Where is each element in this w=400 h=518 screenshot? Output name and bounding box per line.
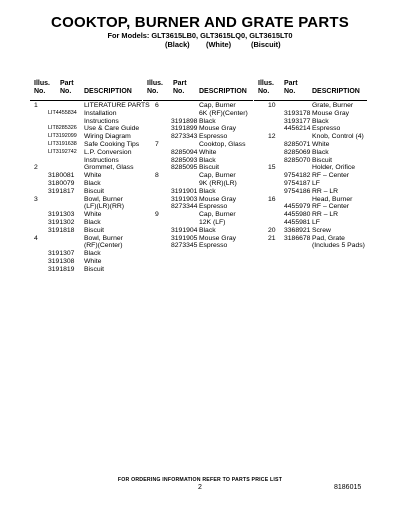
table-row [143,203,253,211]
part-number: 8285070 [284,156,311,164]
table-row [254,133,367,141]
part-description: Cap, Burner [199,102,236,109]
table-row [143,180,253,188]
part-description: Black [199,226,216,234]
table-row [143,227,253,235]
part-description: Head, Burner [312,195,353,203]
part-description: Mouse Gray [199,234,237,242]
part-description: (RF)(Center) [84,242,123,250]
part-description: LITERATURE PARTS [84,102,150,109]
part-number: 9754182 [284,172,311,180]
table-row [143,157,253,165]
parts-rows [143,102,253,250]
part-description: Mouse Gray [312,109,350,117]
illus-number: 16 [268,195,276,203]
color-legend [0,40,400,50]
part-description: Black [84,179,101,187]
description-header: DESCRIPTION [199,88,247,95]
part-number: LIT3192742 [48,148,77,155]
part-description: Pad, Grate [312,234,345,242]
illus-number: 1 [34,102,38,109]
table-row [254,180,367,188]
table-row [30,164,142,172]
table-row [30,235,142,243]
illus-number: 10 [268,102,276,109]
part-description: Biscuit [84,187,105,195]
table-row [254,242,367,250]
part-description: RR – LR [312,211,339,219]
part-header: Part No. [173,80,187,95]
document-number: 8186015 [334,484,362,491]
table-row [143,242,253,250]
table-row [143,188,253,196]
part-number: 4456214 [284,125,311,133]
part-description: Espresso [199,242,228,250]
table-row [143,164,253,172]
part-number: LIT8285326 [48,125,77,132]
table-row [30,227,142,235]
part-number: 8273343 [171,133,198,141]
table-row [30,172,142,180]
part-description: Grommet, Glass [84,164,134,172]
part-description: LF [312,179,320,187]
part-number: 8285093 [171,156,198,164]
part-number: 9754187 [284,179,311,187]
part-number: LIT3192099 [48,133,77,140]
illus-number: 9 [155,211,159,219]
part-number: 3191307 [48,250,75,258]
part-number: 3180079 [48,179,75,187]
part-description: Cooktop, Glass [199,140,246,148]
table-row [30,133,142,141]
color-biscuit: (Biscuit) [251,40,281,49]
part-number: 4455979 [284,203,311,211]
table-row [30,196,142,204]
table-row [254,203,367,211]
part-number: 8273345 [171,242,198,250]
table-row [254,110,367,118]
part-number: 8285071 [284,140,311,148]
part-description: L.P. Conversion [84,148,132,156]
part-description: Black [84,250,101,258]
part-description: Installation [84,109,117,117]
table-row [143,110,253,118]
part-description: RF – Center [312,172,350,180]
table-row [30,118,142,126]
page-title: COOKTOP, BURNER AND GRATE PARTS [51,14,349,31]
table-row [30,203,142,211]
part-number: 3193178 [284,109,311,117]
model-list: For Models: GLT3615LB0, GLT3615LQ0, GLT3615LT0 [107,31,293,40]
part-description: Holder, Orifice [312,164,356,172]
part-description: Bowl, Burner [84,195,123,203]
part-number: 3191899 [171,125,198,133]
table-row [143,172,253,180]
part-description: Mouse Gray [199,195,237,203]
part-number: 3180081 [48,172,75,180]
description-header: DESCRIPTION [84,88,132,95]
part-description: Biscuit [199,164,220,172]
part-number: 8285094 [171,148,198,156]
table-row [143,133,253,141]
part-description: Instructions [84,117,119,125]
table-row [30,211,142,219]
part-description: (LF)(LR)(RR) [84,203,125,211]
illus-number: 2 [34,164,38,172]
table-row [143,141,253,149]
table-row [30,157,142,165]
part-number: 3186678 [284,234,311,242]
part-description: Biscuit [312,156,333,164]
illus-number: 12 [268,133,276,141]
part-number: 3191819 [48,265,75,273]
part-number: 8285069 [284,148,311,156]
part-description: Black [199,117,216,125]
part-description: Black [312,148,329,156]
part-number: LIT4455834 [48,109,77,116]
part-number: 3191904 [171,226,198,234]
table-row [254,118,367,126]
illus-header: Illus. No. [258,80,274,95]
ordering-note: FOR ORDERING INFORMATION REFER TO PARTS PRICE LIST [117,477,283,483]
part-description: Espresso [312,125,341,133]
page-number: 2 [198,484,202,491]
part-description: White [312,140,330,148]
table-row [254,196,367,204]
illus-number: 8 [155,172,159,180]
part-description: Black [199,187,216,195]
table-row [30,219,142,227]
table-row [254,227,367,235]
part-number: LIT3191638 [48,140,77,147]
table-row [30,149,142,157]
part-number: 8285095 [171,164,198,172]
table-row [254,157,367,165]
table-row [254,219,367,227]
color-white: (White) [206,40,232,49]
part-header: Part No. [60,80,74,95]
part-number: 8273344 [171,203,198,211]
part-number: 3191905 [171,234,198,242]
table-row [254,188,367,196]
table-row [143,125,253,133]
part-description: White [199,148,217,156]
part-description: Espresso [199,133,228,141]
table-row [30,242,142,250]
color-black: (Black) [165,40,190,49]
table-row [143,235,253,243]
table-row [254,149,367,157]
table-row [30,188,142,196]
table-row [30,180,142,188]
table-row [254,164,367,172]
table-row [30,125,142,133]
table-row [143,102,253,110]
table-row [143,219,253,227]
table-row [254,141,367,149]
part-description: Espresso [199,203,228,211]
table-row [30,250,142,258]
part-number: 4455980 [284,211,311,219]
part-description: 6K (RF)(Center) [199,109,248,117]
table-row [143,149,253,157]
part-description: RR – LR [312,187,339,195]
part-number: 3191303 [48,211,75,219]
table-row [143,211,253,219]
illus-number: 20 [268,226,276,234]
table-row [254,172,367,180]
table-row [30,258,142,266]
part-description: Cap, Burner [199,211,236,219]
part-description: Mouse Gray [199,125,237,133]
part-number: 3193177 [284,117,311,125]
part-description: Black [199,156,216,164]
table-row [143,118,253,126]
part-number: 3368921 [284,226,311,234]
part-description: White [84,172,102,180]
parts-rows [30,102,150,274]
description-header: DESCRIPTION [312,88,360,95]
part-description: Use & Care Guide [84,125,140,133]
parts-rows [254,102,367,250]
part-number: 9754186 [284,187,311,195]
part-description: Wiring Diagram [84,133,131,141]
column-header [254,80,367,101]
part-description: Instructions [84,156,119,164]
part-number: 3191817 [48,187,75,195]
table-row [254,102,367,110]
column-header [143,80,253,101]
part-description: White [84,257,102,265]
part-number: 3191898 [171,117,198,125]
illus-number: 21 [268,234,276,242]
table-row [30,266,142,274]
table-row [143,196,253,204]
part-number: 4455981 [284,218,311,226]
part-description: Black [312,117,329,125]
part-number: 3191302 [48,218,75,226]
illus-number: 3 [34,195,38,203]
table-row [30,102,150,110]
part-number: 3191901 [171,187,198,195]
illus-header: Illus. No. [147,80,163,95]
part-description: Grate, Burner [312,102,354,109]
part-description: RF – Center [312,203,350,211]
part-description: 12K (LF) [199,218,226,226]
part-description: Safe Cooking Tips [84,140,140,148]
illus-number: 4 [34,234,38,242]
part-description: Black [84,218,101,226]
part-description: Cap, Burner [199,172,236,180]
table-row [254,211,367,219]
illus-header: Illus. No. [34,80,50,95]
part-description: Knob, Control (4) [312,133,364,141]
part-number: 3191818 [48,226,75,234]
part-description: Screw [312,226,331,234]
part-description: White [84,211,102,219]
part-description: Bowl, Burner [84,234,123,242]
part-description: (Includes 5 Pads) [312,242,365,250]
table-row [254,235,367,243]
part-header: Part No. [284,80,298,95]
part-number: 3191308 [48,257,75,265]
part-description: Biscuit [84,265,105,273]
table-row [30,110,142,118]
illus-number: 6 [155,102,159,109]
illus-number: 7 [155,140,159,148]
table-row [254,125,367,133]
table-row [30,141,142,149]
part-description: 9K (RR)(LR) [199,179,237,187]
part-description: Biscuit [84,226,105,234]
part-number: 3191903 [171,195,198,203]
column-header [30,80,142,101]
part-description: LF [312,218,320,226]
illus-number: 15 [268,164,276,172]
